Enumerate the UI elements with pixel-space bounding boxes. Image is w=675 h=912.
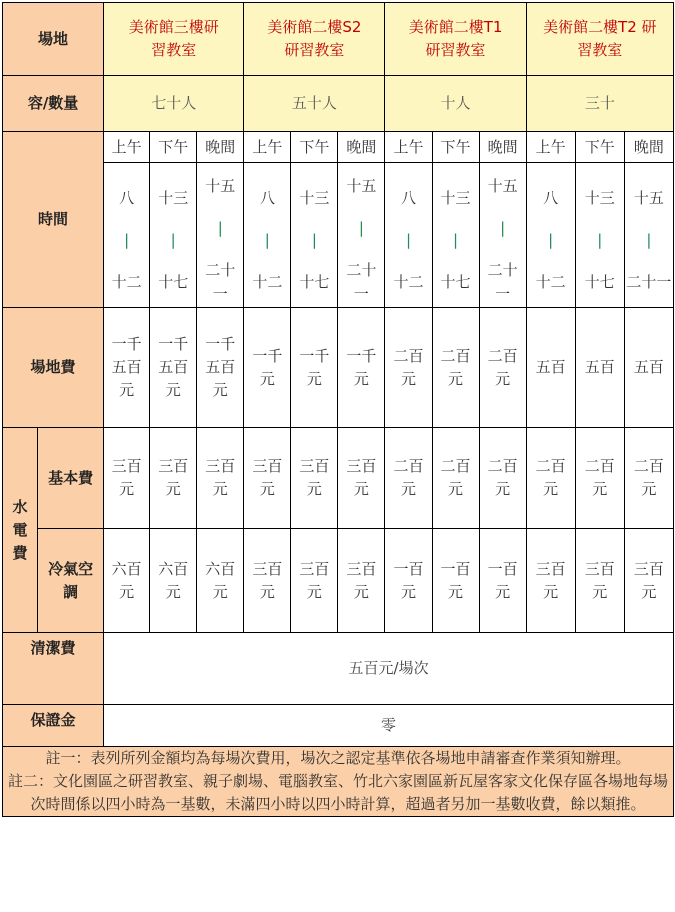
time-range-cell: 八 | 十二 <box>385 163 432 308</box>
time-range-cell: 八 | 十二 <box>526 163 575 308</box>
venue-fee-cell: 一千 五百 元 <box>104 308 150 428</box>
cleaning-fee-value: 五百元/場次 <box>104 633 674 705</box>
utility-ac-cell: 六百 元 <box>150 529 197 633</box>
utility-ac-cell: 三百 元 <box>244 529 291 633</box>
utility-ac-cell: 六百 元 <box>197 529 244 633</box>
slot-evening: 晚間 <box>197 132 244 163</box>
utility-ac-cell: 三百 元 <box>624 529 673 633</box>
venue-header-art3: 美術館三樓研 習教室 <box>104 3 244 76</box>
utility-ac-cell: 六百 元 <box>104 529 150 633</box>
utility-basic-cell: 三百 元 <box>338 428 385 529</box>
slot-afternoon: 下午 <box>432 132 479 163</box>
utility-basic-cell: 三百 元 <box>150 428 197 529</box>
time-range-cell: 十三 | 十七 <box>432 163 479 308</box>
utility-group-label: 水 電 費 <box>3 428 38 633</box>
venue-header-t1: 美術館二樓T1 研習教室 <box>385 3 526 76</box>
cleaning-fee-row <box>3 633 674 705</box>
time-label: 時間 <box>3 132 104 308</box>
slot-evening: 晚間 <box>479 132 526 163</box>
utility-ac-cell: 一百 元 <box>479 529 526 633</box>
time-range-cell: 十三 | 十七 <box>291 163 338 308</box>
notes-row <box>3 747 674 817</box>
venue-fee-cell: 二百 元 <box>432 308 479 428</box>
venue-fee-cell: 五百 <box>624 308 673 428</box>
utility-basic-cell: 二百 元 <box>479 428 526 529</box>
venue-fee-row <box>3 308 674 428</box>
venue-fee-cell: 一千 五百 元 <box>197 308 244 428</box>
slot-afternoon: 下午 <box>575 132 624 163</box>
capacity-cell: 十人 <box>385 76 526 132</box>
time-range-cell: 十五 | 二十 一 <box>338 163 385 308</box>
venue-fee-cell: 二百 元 <box>385 308 432 428</box>
utility-ac-row <box>3 529 674 633</box>
venue-fee-cell: 五百 <box>575 308 624 428</box>
venue-header-s2: 美術館二樓S2 研習教室 <box>244 3 385 76</box>
deposit-label: 保證金 <box>3 705 104 747</box>
slot-afternoon: 下午 <box>291 132 338 163</box>
utility-basic-label: 基本費 <box>38 428 104 529</box>
venue-fee-cell: 一千 元 <box>338 308 385 428</box>
venue-fee-cell: 二百 元 <box>479 308 526 428</box>
capacity-cell: 七十人 <box>104 76 244 132</box>
note-2: 註二：文化園區之研習教室、親子劇場、電腦教室、竹北六家園區新瓦屋客家文化保存區各場地每場次時間係以四小時為一基數，未滿四小時以四小時計算，超過者另加一基數收費，餘以類推。 <box>7 772 668 813</box>
time-range-cell: 十五 | 二十 一 <box>479 163 526 308</box>
time-range-row <box>3 163 674 308</box>
venue-fee-table <box>2 2 674 817</box>
venue-fee-cell: 一千 元 <box>244 308 291 428</box>
utility-ac-cell: 三百 元 <box>526 529 575 633</box>
utility-ac-cell: 一百 元 <box>385 529 432 633</box>
time-slot-row <box>3 132 674 163</box>
note-1: 註一：表列所列金額均為每場次費用，場次之認定基準依各場地申請審查作業須知辦理。 <box>45 749 631 767</box>
venue-fee-cell: 五百 <box>526 308 575 428</box>
slot-afternoon: 下午 <box>150 132 197 163</box>
utility-basic-cell: 三百 元 <box>104 428 150 529</box>
venue-header-row <box>3 3 674 76</box>
utility-basic-cell: 二百 元 <box>432 428 479 529</box>
cleaning-fee-label: 清潔費 <box>3 633 104 705</box>
time-range-cell: 八 | 十二 <box>244 163 291 308</box>
capacity-cell: 五十人 <box>244 76 385 132</box>
venue-row-label: 場地 <box>3 3 104 76</box>
capacity-label: 容/數量 <box>3 76 104 132</box>
time-range-cell: 十三 | 十七 <box>575 163 624 308</box>
notes-cell <box>3 747 674 817</box>
time-range-cell: 十五 | 二十一 <box>624 163 673 308</box>
slot-morning: 上午 <box>244 132 291 163</box>
slot-morning: 上午 <box>526 132 575 163</box>
capacity-cell: 三十 <box>526 76 673 132</box>
utility-basic-cell: 三百 元 <box>291 428 338 529</box>
time-range-cell: 八 | 十二 <box>104 163 150 308</box>
venue-fee-label: 場地費 <box>3 308 104 428</box>
venue-header-t2: 美術館二樓T2 研 習教室 <box>526 3 673 76</box>
utility-basic-cell: 三百 元 <box>244 428 291 529</box>
utility-ac-cell: 三百 元 <box>291 529 338 633</box>
capacity-row <box>3 76 674 132</box>
venue-fee-cell: 一千 元 <box>291 308 338 428</box>
utility-basic-cell: 三百 元 <box>197 428 244 529</box>
slot-morning: 上午 <box>385 132 432 163</box>
slot-morning: 上午 <box>104 132 150 163</box>
utility-basic-cell: 二百 元 <box>624 428 673 529</box>
slot-evening: 晚間 <box>624 132 673 163</box>
utility-basic-cell: 二百 元 <box>575 428 624 529</box>
slot-evening: 晚間 <box>338 132 385 163</box>
time-range-cell: 十三 | 十七 <box>150 163 197 308</box>
utility-ac-cell: 一百 元 <box>432 529 479 633</box>
utility-ac-cell: 三百 元 <box>338 529 385 633</box>
utility-basic-cell: 二百 元 <box>526 428 575 529</box>
utility-ac-label: 冷氣空 調 <box>38 529 104 633</box>
utility-basic-row <box>3 428 674 529</box>
time-range-cell: 十五 | 二十 一 <box>197 163 244 308</box>
deposit-value: 零 <box>104 705 674 747</box>
deposit-row <box>3 705 674 747</box>
utility-basic-cell: 二百 元 <box>385 428 432 529</box>
venue-fee-cell: 一千 五百 元 <box>150 308 197 428</box>
utility-ac-cell: 三百 元 <box>575 529 624 633</box>
